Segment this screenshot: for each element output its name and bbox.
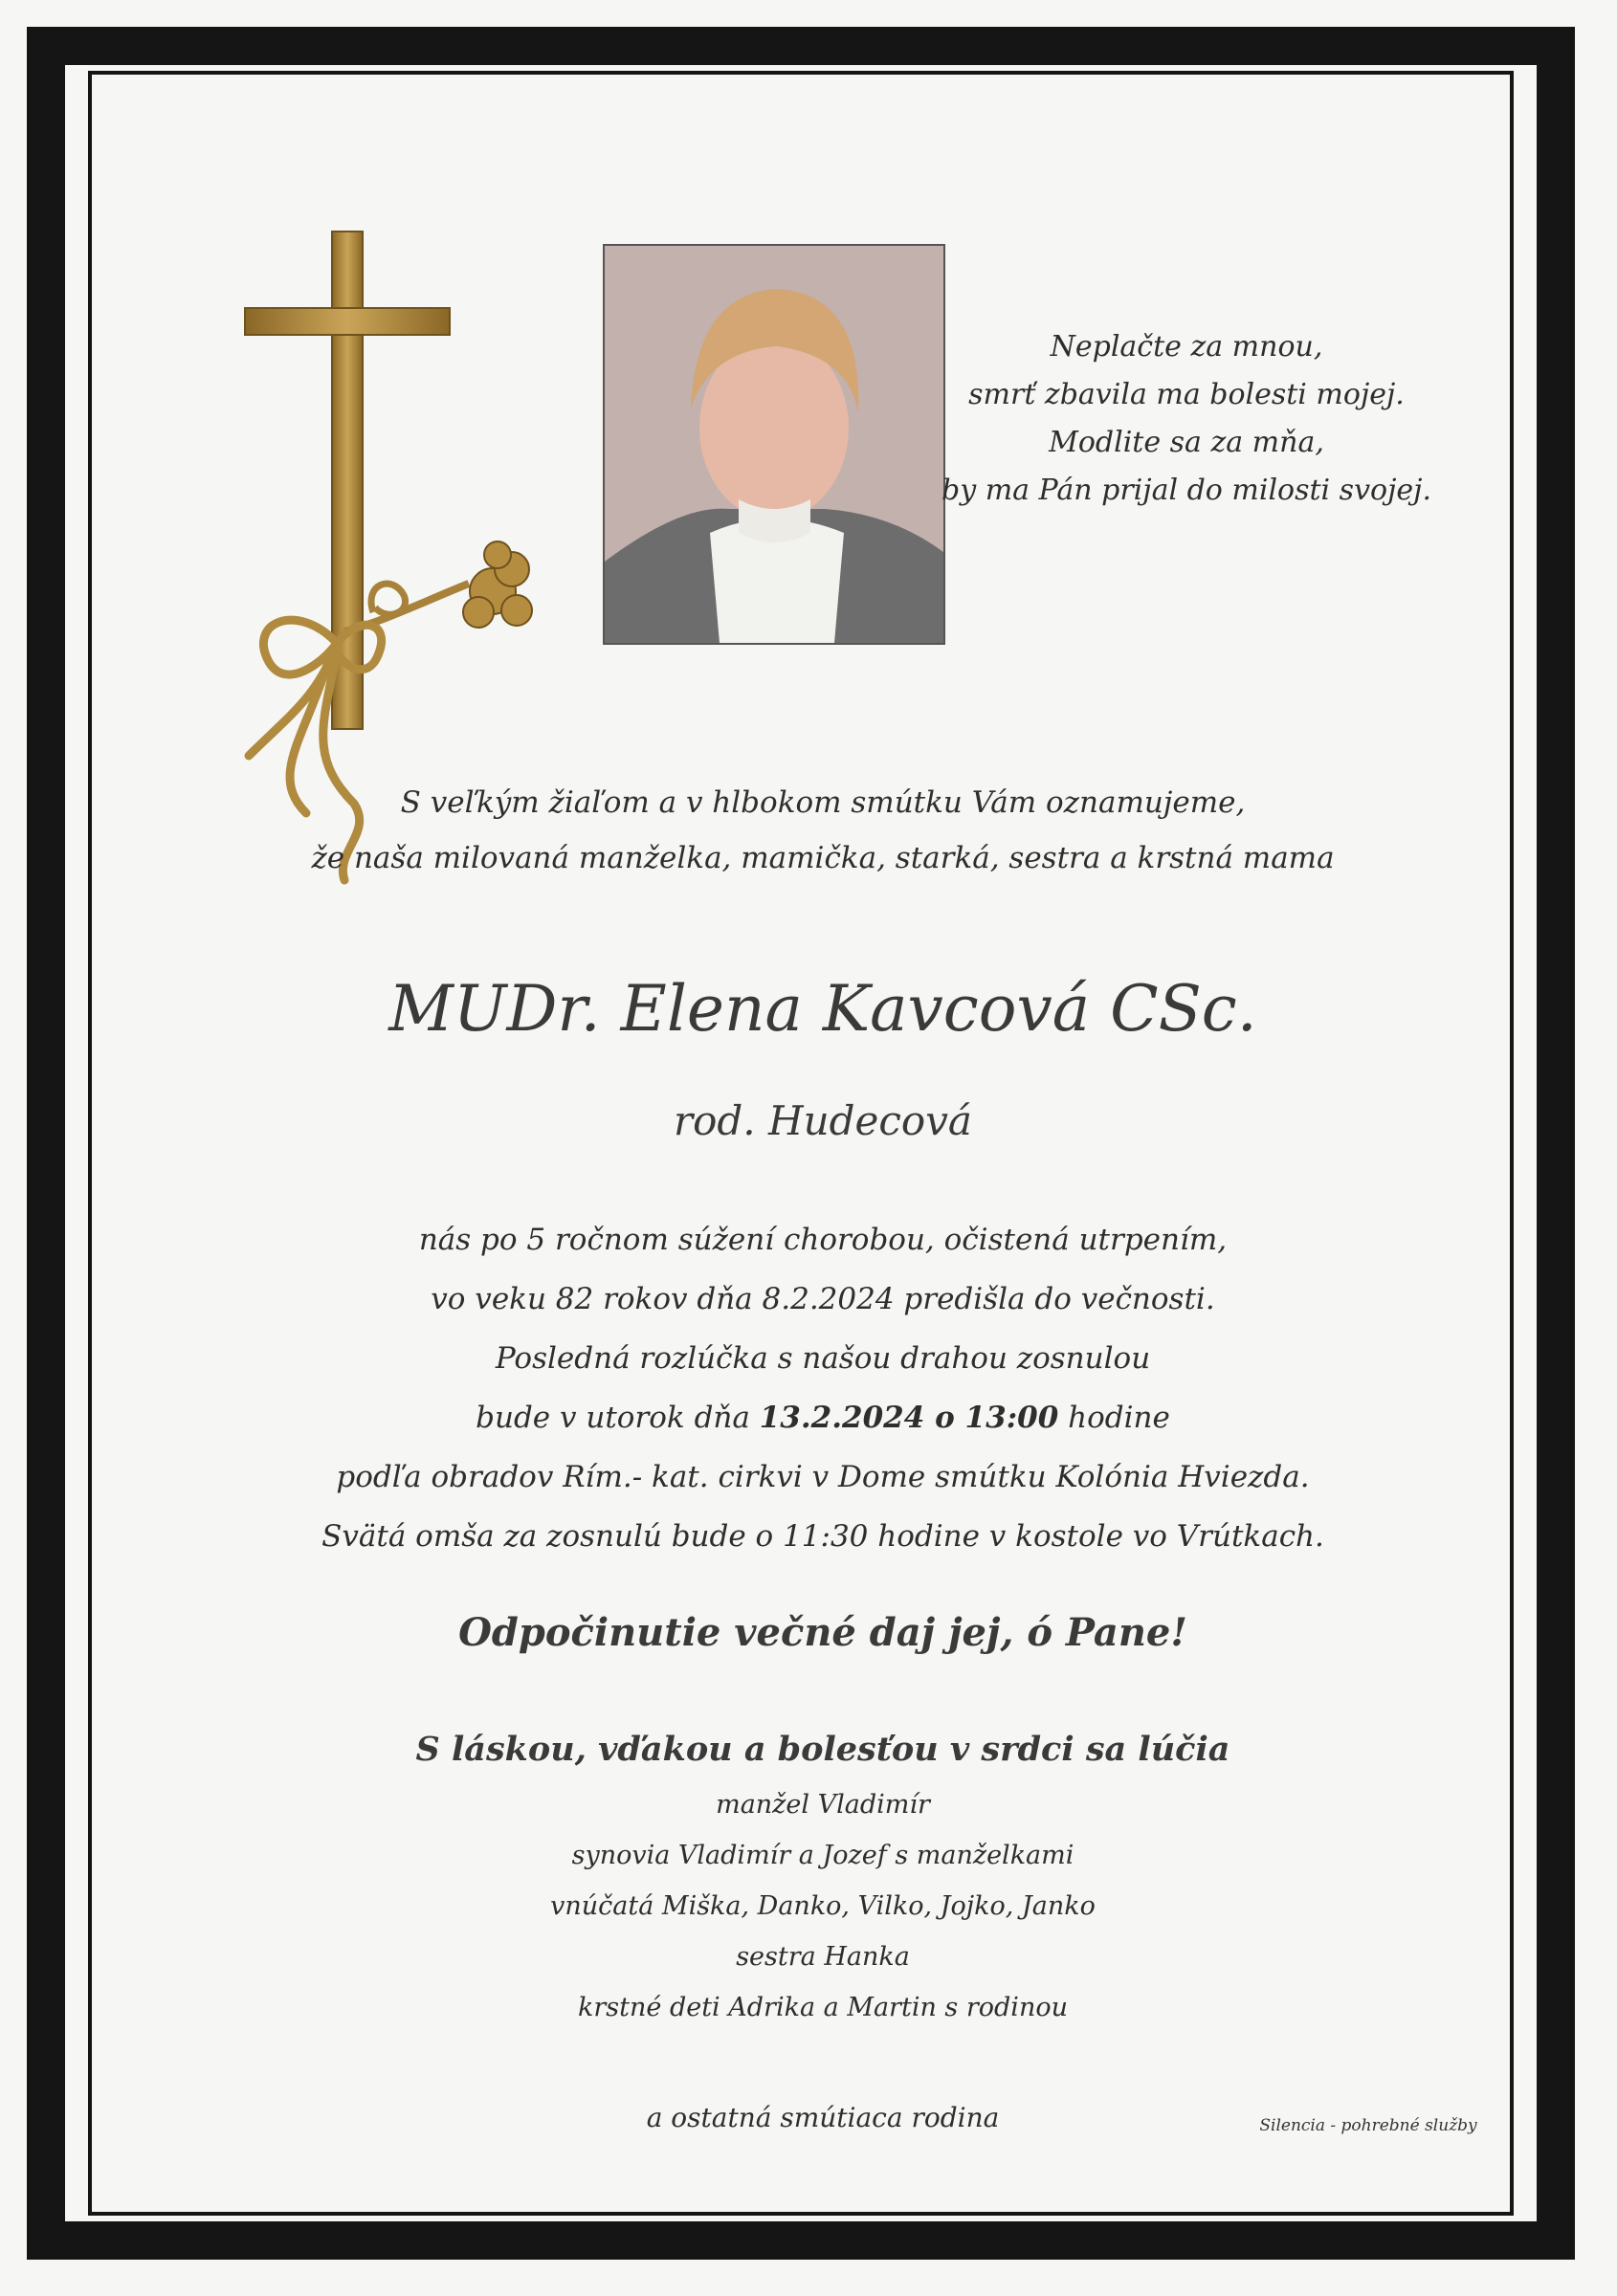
body-line: Posledná rozlúčka s našou drahou zosnulou bbox=[495, 1341, 1151, 1376]
border-bottom bbox=[27, 2221, 1575, 2260]
inner-line-bottom bbox=[88, 2212, 1514, 2216]
maiden-name: rod. Hudecová bbox=[674, 1097, 972, 1144]
funeral-agency: Silencia - pohrebné služby bbox=[1259, 2116, 1477, 2135]
inner-line-top bbox=[88, 71, 1514, 75]
border-left bbox=[27, 27, 65, 2260]
family-member: synovia Vladimír a Jozef s manželkami bbox=[571, 1841, 1074, 1870]
family-member: krstné deti Adrika a Martin s rodinou bbox=[578, 1993, 1068, 2022]
announcement-intro bbox=[144, 775, 1502, 886]
motto-line: by ma Pán prijal do milosti svojej. bbox=[941, 474, 1431, 507]
family-list bbox=[144, 1779, 1502, 2033]
deceased-name: MUDr. Elena Kavcová CSc. bbox=[388, 972, 1257, 1046]
motto-line: Neplačte za mnou, bbox=[1050, 330, 1323, 364]
portrait-photo bbox=[603, 244, 945, 645]
family-member: sestra Hanka bbox=[736, 1942, 910, 1972]
border-top bbox=[27, 27, 1575, 65]
body-line: vo veku 82 rokov dňa 8.2.2024 predišla do večnosti. bbox=[431, 1282, 1215, 1316]
body-line: podľa obradov Rím.- kat. cirkvi v Dome smútku Kolónia Hviezda. bbox=[336, 1460, 1310, 1494]
family-member: vnúčatá Miška, Danko, Vilko, Jojko, Janko bbox=[550, 1891, 1096, 1921]
funeral-time-line bbox=[144, 1388, 1502, 1447]
funeral-datetime: 13.2.2024 o 13:00 bbox=[759, 1401, 1059, 1435]
intro-line: S veľkým žiaľom a v hlbokom smútku Vám oznamujeme, bbox=[400, 785, 1246, 820]
rest-of-family: a ostatná smútiaca rodina bbox=[646, 2102, 1000, 2133]
motto-line: smrť zbavila ma bolesti mojej. bbox=[968, 378, 1405, 411]
inner-line-left bbox=[88, 71, 92, 2216]
body-line: nás po 5 ročnom súžení chorobou, očistená utrpením, bbox=[418, 1223, 1228, 1257]
body-text: bude v utorok dňa bbox=[476, 1401, 760, 1435]
inner-line-right bbox=[1510, 71, 1514, 2216]
rose-icon bbox=[463, 541, 532, 628]
family-member: manžel Vladimír bbox=[716, 1790, 930, 1820]
body-text: hodine bbox=[1058, 1401, 1170, 1435]
border-right bbox=[1537, 27, 1575, 2260]
intro-line: že naša milovaná manželka, mamička, starká, sestra a krstná mama bbox=[311, 841, 1335, 875]
announcement-body bbox=[144, 1210, 1502, 1566]
farewell-heading: S láskou, vďakou a bolesťou v srdci sa lúčia bbox=[415, 1730, 1230, 1769]
body-line: Svätá omša za zosnulú bude o 11:30 hodine v kostole vo Vrútkach. bbox=[321, 1519, 1324, 1554]
motto-line: Modlite sa za mňa, bbox=[1049, 426, 1324, 459]
motto bbox=[919, 323, 1454, 515]
prayer: Odpočinutie večné daj jej, ó Pane! bbox=[458, 1610, 1187, 1655]
